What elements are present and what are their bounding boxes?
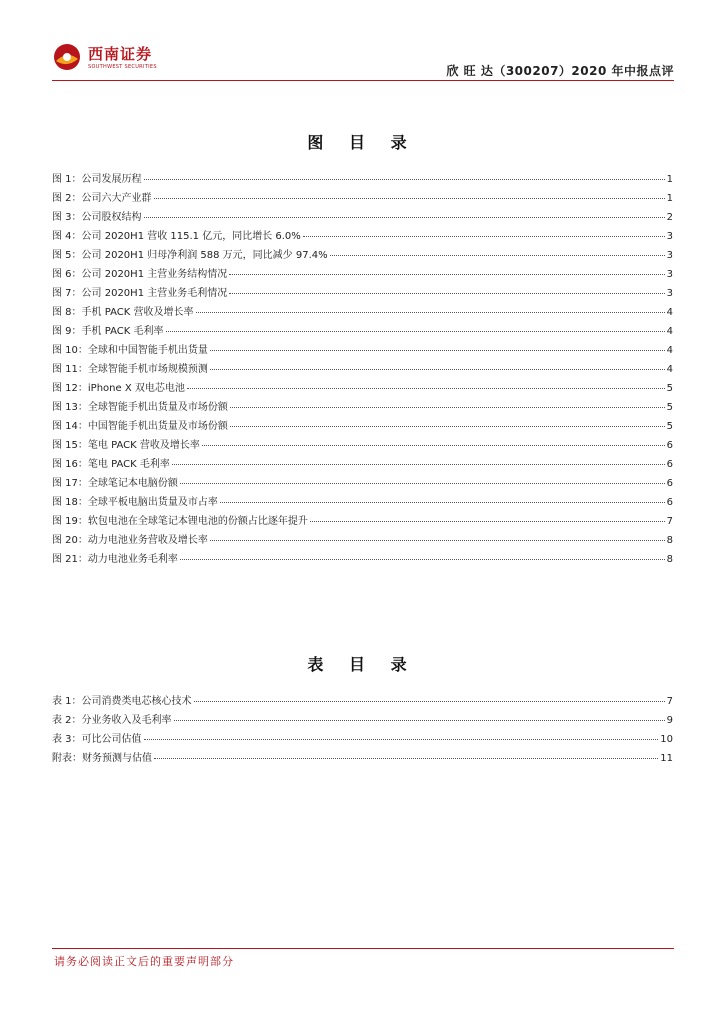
toc-entry-page: 5 (666, 383, 673, 394)
toc-dot-leader (154, 198, 665, 199)
toc-dot-leader (220, 502, 665, 503)
toc-entry-page: 2 (666, 212, 673, 223)
toc-dot-leader (166, 331, 665, 332)
toc-entry-page: 11 (660, 753, 673, 764)
toc-entry-page: 5 (666, 421, 673, 432)
toc-entry[interactable] (52, 512, 673, 531)
toc-entry[interactable] (52, 303, 673, 322)
tables-toc (52, 692, 673, 768)
footer-divider (52, 948, 674, 949)
figures-toc-title: 图 目 录 (307, 133, 417, 152)
toc-entry-label: 图 8：手机 PACK 营收及增长率 (52, 307, 194, 318)
toc-entry-label: 图 7：公司 2020H1 主营业务毛利情况 (52, 288, 228, 299)
toc-entry[interactable] (52, 730, 673, 749)
toc-entry-page: 6 (666, 478, 673, 489)
toc-entry-label: 附表：财务预测与估值 (52, 753, 152, 764)
toc-entry-page: 1 (666, 193, 673, 204)
toc-entry-page: 6 (666, 459, 673, 470)
toc-entry-page: 3 (666, 288, 673, 299)
toc-entry-label: 图 19：软包电池在全球笔记本锂电池的份额占比逐年提升 (52, 516, 308, 527)
toc-entry-label: 图 4：公司 2020H1 营收 115.1 亿元，同比增长 6.0% (52, 231, 301, 242)
toc-dot-leader (330, 255, 665, 256)
logo-text-en: SOUTHWEST SECURITIES (88, 64, 157, 70)
toc-entry[interactable] (52, 208, 673, 227)
toc-entry-page: 3 (666, 231, 673, 242)
toc-entry[interactable] (52, 711, 673, 730)
toc-entry-label: 图 17：全球笔记本电脑份额 (52, 478, 178, 489)
toc-dot-leader (230, 407, 665, 408)
toc-entry[interactable] (52, 246, 673, 265)
toc-entry-page: 8 (666, 554, 673, 565)
toc-entry-label: 图 16：笔电 PACK 毛利率 (52, 459, 170, 470)
toc-entry-page: 5 (666, 402, 673, 413)
toc-entry[interactable] (52, 265, 673, 284)
toc-entry-page: 4 (666, 364, 673, 375)
toc-entry[interactable] (52, 550, 673, 569)
logo-emblem-icon (52, 42, 82, 72)
toc-entry[interactable] (52, 749, 673, 768)
toc-dot-leader (144, 739, 659, 740)
toc-entry-page: 10 (660, 734, 673, 745)
toc-entry-label: 图 15：笔电 PACK 营收及增长率 (52, 440, 200, 451)
toc-entry[interactable] (52, 493, 673, 512)
toc-entry[interactable] (52, 360, 673, 379)
toc-entry-label: 图 14：中国智能手机出货量及市场份额 (52, 421, 228, 432)
toc-dot-leader (230, 426, 665, 427)
report-title: 欣 旺 达（300207）2020 年中报点评 (446, 64, 674, 78)
toc-entry-label: 图 13：全球智能手机出货量及市场份额 (52, 402, 228, 413)
toc-entry-page: 6 (666, 440, 673, 451)
toc-entry-label: 图 3：公司股权结构 (52, 212, 142, 223)
toc-entry[interactable] (52, 531, 673, 550)
toc-dot-leader (172, 464, 665, 465)
toc-dot-leader (180, 559, 665, 560)
toc-entry[interactable] (52, 379, 673, 398)
toc-entry[interactable] (52, 436, 673, 455)
toc-entry-label: 表 2：分业务收入及毛利率 (52, 715, 172, 726)
toc-entry[interactable] (52, 398, 673, 417)
toc-entry-page: 6 (666, 497, 673, 508)
toc-dot-leader (229, 274, 664, 275)
toc-entry-page: 4 (666, 345, 673, 356)
toc-entry[interactable] (52, 170, 673, 189)
toc-dot-leader (210, 540, 665, 541)
toc-dot-leader (144, 179, 665, 180)
company-logo (52, 42, 162, 76)
toc-entry-page: 3 (666, 250, 673, 261)
toc-entry-label: 图 5：公司 2020H1 归母净利润 588 万元，同比减少 97.4% (52, 250, 328, 261)
toc-entry-page: 4 (666, 326, 673, 337)
toc-dot-leader (303, 236, 665, 237)
toc-dot-leader (180, 483, 665, 484)
toc-dot-leader (194, 701, 665, 702)
toc-dot-leader (196, 312, 665, 313)
toc-entry[interactable] (52, 692, 673, 711)
toc-entry[interactable] (52, 322, 673, 341)
header-divider (52, 80, 674, 81)
toc-entry-label: 表 1：公司消费类电芯核心技术 (52, 696, 192, 707)
toc-entry[interactable] (52, 189, 673, 208)
toc-entry-page: 4 (666, 307, 673, 318)
toc-entry[interactable] (52, 341, 673, 360)
toc-dot-leader (229, 293, 664, 294)
toc-entry-page: 1 (666, 174, 673, 185)
toc-entry-label: 图 1：公司发展历程 (52, 174, 142, 185)
page-header (52, 40, 674, 80)
toc-entry[interactable] (52, 284, 673, 303)
toc-dot-leader (174, 720, 665, 721)
toc-entry[interactable] (52, 227, 673, 246)
toc-entry-page: 7 (666, 696, 673, 707)
toc-dot-leader (202, 445, 665, 446)
toc-entry-page: 3 (666, 269, 673, 280)
toc-entry[interactable] (52, 455, 673, 474)
toc-entry-label: 图 18：全球平板电脑出货量及市占率 (52, 497, 218, 508)
toc-entry-label: 图 12：iPhone X 双电芯电池 (52, 383, 185, 394)
toc-entry[interactable] (52, 474, 673, 493)
toc-entry-page: 8 (666, 535, 673, 546)
toc-dot-leader (144, 217, 665, 218)
toc-dot-leader (210, 369, 665, 370)
toc-entry-label: 图 2：公司六大产业群 (52, 193, 152, 204)
toc-entry-label: 图 9：手机 PACK 毛利率 (52, 326, 164, 337)
logo-text-cn: 西南证券 (88, 45, 153, 63)
figures-toc (52, 170, 673, 569)
toc-dot-leader (310, 521, 665, 522)
toc-entry-page: 7 (666, 516, 673, 527)
toc-entry[interactable] (52, 417, 673, 436)
toc-entry-label: 图 21：动力电池业务毛利率 (52, 554, 178, 565)
toc-entry-label: 图 11：全球智能手机市场规模预测 (52, 364, 208, 375)
toc-entry-label: 图 6：公司 2020H1 主营业务结构情况 (52, 269, 228, 280)
footer-disclaimer: 请务必阅读正文后的重要声明部分 (54, 955, 234, 968)
toc-dot-leader (154, 758, 658, 759)
toc-dot-leader (210, 350, 665, 351)
toc-entry-label: 表 3：可比公司估值 (52, 734, 142, 745)
toc-entry-label: 图 10：全球和中国智能手机出货量 (52, 345, 208, 356)
toc-dot-leader (187, 388, 665, 389)
toc-entry-page: 9 (666, 715, 673, 726)
tables-toc-title: 表 目 录 (307, 655, 417, 674)
toc-entry-label: 图 20：动力电池业务营收及增长率 (52, 535, 208, 546)
